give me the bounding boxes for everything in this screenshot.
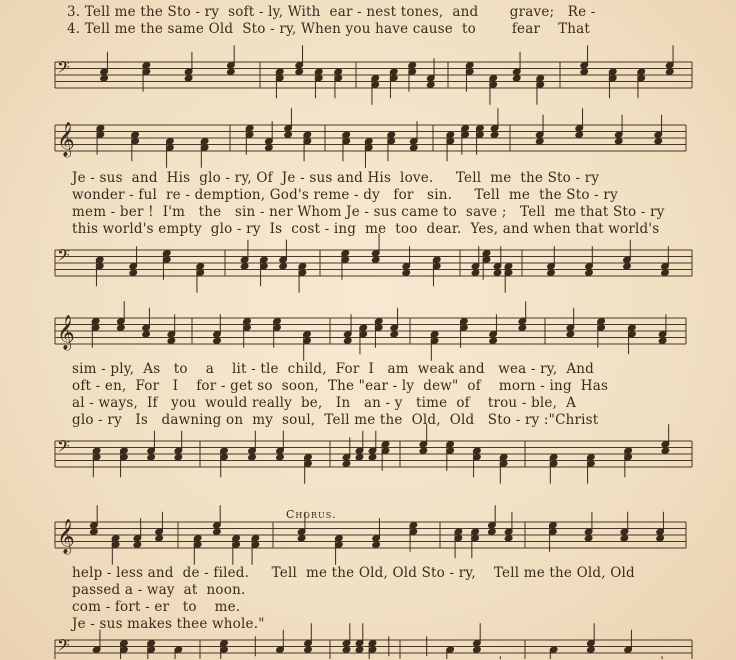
note-head [473,646,482,654]
note-head [587,646,596,654]
note-head [227,68,236,76]
note-head [284,131,293,139]
system1-verse2: wonder - ful re - demption, God's reme - dy for sin. Tell me the Sto - ry [72,187,618,203]
note-head [368,453,377,461]
bass-clef-icon: 𝄢 [57,245,70,269]
note-head [372,541,381,549]
verse-3-top-line: 3. Tell me the Sto - ry soft - ly, With ear - nest tones, and grave; Re - [67,4,596,20]
note-head [100,74,109,82]
note-head [488,528,497,536]
bass-clef-icon: 𝄢 [57,635,70,659]
note-head [490,131,499,139]
note-head [355,646,364,654]
note-head [342,646,351,654]
system1-verse1: Je - sus and His glo - ry, Of Je - sus and His love. Tell me the Sto - ry [72,170,600,186]
system1-verse3: mem - ber ! I'm the sin - ner Whom Je - sus came to save ; Tell me that Sto - ry [72,204,665,220]
note-head [90,528,99,536]
note-head [355,453,364,461]
note-head [512,74,521,82]
note-head [297,534,306,542]
note-head [547,269,556,277]
note-head [656,534,665,542]
note-head [184,74,193,82]
note-head [575,131,584,139]
note-head [167,337,176,345]
verse-4-top-line: 4. Tell me the same Old Sto - ry, When you have cause to fear That [67,21,591,37]
system2-verse4: glo - ry Is dawning on my soul, Tell me the Old, Old Sto - ry :"Christ [72,412,599,428]
note-head [142,330,151,338]
note-head [155,534,164,542]
note-head [390,330,399,338]
note-head [248,453,257,461]
note-head [661,269,670,277]
system2-verse1: sim - ply, As to a lit - tle child, For I am weak and wea - ry, And [72,361,595,377]
note-head [409,144,418,152]
system3-verse1: help - less and de - filed. Tell me the Old, Old Sto - ry, Tell me the Old, Old [72,565,635,581]
system3-verse2: passed a - way at noon. [72,582,246,598]
note-head [133,541,142,549]
note-head [566,330,575,338]
note-head [623,262,632,270]
note-head [518,324,527,332]
note-head [665,68,674,76]
note-head [265,144,274,152]
note-head [129,269,138,277]
treble-clef-icon: 𝄞 [57,315,75,350]
treble-clef-icon: 𝄞 [57,122,75,157]
note-head [471,269,480,277]
note-head [371,256,380,264]
treble-clef-icon: 𝄞 [57,519,75,554]
note-head [295,68,304,76]
note-head [654,137,663,145]
note-head [213,528,222,536]
system1-verse4: this world's empty glo - ry Is cost - ing me too dear. Yes, and when that world's [72,221,660,237]
note-head [343,337,352,345]
system3-verse3: com - fort - er to me. [72,599,241,615]
note-head [489,337,498,345]
note-head [584,534,593,542]
note-head [240,262,249,270]
note-head [213,337,222,345]
note-head [614,137,623,145]
chorus-label: Chorus. [286,508,337,521]
system2-verse3: al - ways, If you would really be, In an - y time of trou - ble, A [72,395,577,411]
note-head [493,269,502,277]
note-head [174,453,183,461]
bass-clef-icon: 𝄢 [57,436,70,460]
note-head [620,534,629,542]
note-head [504,534,513,542]
note-head [117,324,126,332]
note-head [426,81,435,89]
note-head [342,460,351,468]
note-head [658,337,667,345]
note-head [147,453,156,461]
note-head [585,269,594,277]
note-head [535,137,544,145]
system2-verse2: oft - en, For I for - get so soon, The "ear - ly dew" of morn - ing Has [72,378,609,394]
note-head [276,453,285,461]
note-head [279,262,288,270]
note-head [419,447,428,455]
note-head [580,68,589,76]
note-head [661,447,670,455]
note-head [304,646,313,654]
system3-verse4: Je - sus makes thee whole." [72,616,265,632]
note-head [402,269,411,277]
bass-clef-icon: 𝄢 [57,57,70,81]
